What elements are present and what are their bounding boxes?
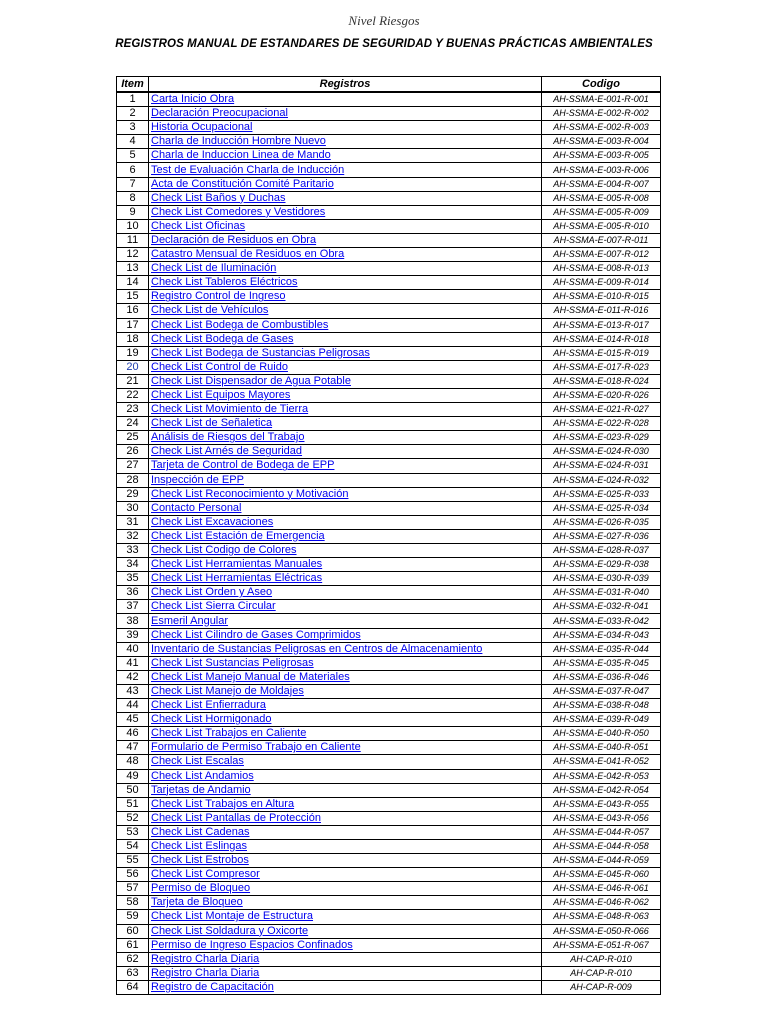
record-link[interactable]: Acta de Constitución Comité Paritario [149, 177, 542, 191]
table-row [117, 191, 661, 205]
record-link[interactable]: Registro Charla Diaria [149, 966, 542, 980]
row-item-number: 53 [117, 825, 149, 839]
record-link[interactable]: Check List Baños y Duchas [149, 191, 542, 205]
table-row [117, 233, 661, 247]
row-item-number: 39 [117, 628, 149, 642]
record-code: AH-SSMA-E-029-R-038 [542, 558, 661, 572]
record-link[interactable]: Check List Compresor [149, 868, 542, 882]
row-item-number: 13 [117, 262, 149, 276]
record-code: AH-SSMA-E-028-R-037 [542, 544, 661, 558]
record-code: AH-SSMA-E-007-R-011 [542, 233, 661, 247]
table-row [117, 966, 661, 980]
row-item-number: 55 [117, 854, 149, 868]
record-link[interactable]: Análisis de Riesgos del Trabajo [149, 431, 542, 445]
table-row [117, 769, 661, 783]
record-link[interactable]: Check List Pantallas de Protección [149, 811, 542, 825]
record-code: AH-SSMA-E-009-R-014 [542, 276, 661, 290]
record-code: AH-SSMA-E-033-R-042 [542, 614, 661, 628]
record-code: AH-SSMA-E-004-R-007 [542, 177, 661, 191]
table-row [117, 628, 661, 642]
record-code: AH-SSMA-E-035-R-045 [542, 656, 661, 670]
record-code: AH-SSMA-E-050-R-066 [542, 924, 661, 938]
record-code: AH-SSMA-E-008-R-013 [542, 262, 661, 276]
record-code: AH-SSMA-E-043-R-055 [542, 797, 661, 811]
record-link[interactable]: Permiso de Bloqueo [149, 882, 542, 896]
record-code: AH-SSMA-E-025-R-033 [542, 487, 661, 501]
record-code: AH-SSMA-E-005-R-008 [542, 191, 661, 205]
row-item-number: 32 [117, 529, 149, 543]
record-link[interactable]: Check List Andamios [149, 769, 542, 783]
record-code: AH-SSMA-E-036-R-046 [542, 670, 661, 684]
record-code: AH-SSMA-E-014-R-018 [542, 332, 661, 346]
row-item-number: 61 [117, 938, 149, 952]
row-item-number: 31 [117, 515, 149, 529]
record-code: AH-SSMA-E-038-R-048 [542, 699, 661, 713]
table-row [117, 783, 661, 797]
row-item-number: 28 [117, 473, 149, 487]
record-link[interactable]: Check List Dispensador de Agua Potable [149, 374, 542, 388]
record-code: AH-SSMA-E-003-R-005 [542, 149, 661, 163]
row-item-number: 18 [117, 332, 149, 346]
record-code: AH-SSMA-E-024-R-032 [542, 473, 661, 487]
record-code: AH-SSMA-E-032-R-041 [542, 600, 661, 614]
column-header-registros: Registros [149, 77, 542, 93]
record-link[interactable]: Check List Codigo de Colores [149, 544, 542, 558]
table-body [117, 92, 661, 995]
table-row [117, 417, 661, 431]
record-link[interactable]: Check List de Iluminación [149, 262, 542, 276]
row-item-number: 58 [117, 896, 149, 910]
record-code: AH-CAP-R-010 [542, 966, 661, 980]
row-item-number: 51 [117, 797, 149, 811]
table-row [117, 670, 661, 684]
record-link[interactable]: Tarjeta de Control de Bodega de EPP [149, 459, 542, 473]
table-row [117, 868, 661, 882]
row-item-number: 33 [117, 544, 149, 558]
record-code: AH-SSMA-E-041-R-052 [542, 755, 661, 769]
record-code: AH-SSMA-E-018-R-024 [542, 374, 661, 388]
table-row [117, 910, 661, 924]
record-code: AH-SSMA-E-030-R-039 [542, 572, 661, 586]
record-code: AH-SSMA-E-048-R-063 [542, 910, 661, 924]
row-item-number: 22 [117, 388, 149, 402]
record-code: AH-CAP-R-010 [542, 952, 661, 966]
record-link[interactable]: Check List Tableros Eléctricos [149, 276, 542, 290]
row-item-number: 41 [117, 656, 149, 670]
record-code: AH-SSMA-E-035-R-044 [542, 642, 661, 656]
row-item-number: 44 [117, 699, 149, 713]
table-row [117, 374, 661, 388]
record-code: AH-SSMA-E-020-R-026 [542, 388, 661, 402]
row-item-number: 64 [117, 980, 149, 994]
record-link[interactable]: Tarjetas de Andamio [149, 783, 542, 797]
table-row [117, 290, 661, 304]
record-code: AH-SSMA-E-002-R-002 [542, 107, 661, 121]
record-link[interactable]: Check List Sierra Circular [149, 600, 542, 614]
table-row [117, 163, 661, 177]
row-item-number: 47 [117, 741, 149, 755]
record-link[interactable]: Check List Estación de Emergencia [149, 529, 542, 543]
row-item-number: 27 [117, 459, 149, 473]
table-row [117, 332, 661, 346]
row-item-number: 1 [117, 92, 149, 107]
table-row [117, 445, 661, 459]
row-item-number: 26 [117, 445, 149, 459]
record-code: AH-SSMA-E-015-R-019 [542, 346, 661, 360]
record-link[interactable]: Check List Estrobos [149, 854, 542, 868]
record-code: AH-SSMA-E-040-R-050 [542, 727, 661, 741]
record-code: AH-SSMA-E-024-R-030 [542, 445, 661, 459]
record-link[interactable]: Check List Soldadura y Oxicorte [149, 924, 542, 938]
record-code: AH-SSMA-E-044-R-057 [542, 825, 661, 839]
table-row [117, 572, 661, 586]
row-item-number: 49 [117, 769, 149, 783]
table-row [117, 262, 661, 276]
row-item-number: 43 [117, 684, 149, 698]
record-link[interactable]: Check List Hormigonado [149, 713, 542, 727]
record-link[interactable]: Check List Manejo Manual de Materiales [149, 670, 542, 684]
row-item-number: 37 [117, 600, 149, 614]
record-code: AH-SSMA-E-007-R-012 [542, 248, 661, 262]
record-code: AH-SSMA-E-031-R-040 [542, 586, 661, 600]
record-link[interactable]: Check List Control de Ruido [149, 360, 542, 374]
row-item-number: 34 [117, 558, 149, 572]
table-row [117, 797, 661, 811]
row-item-number: 9 [117, 205, 149, 219]
record-link[interactable]: Check List Enfierradura [149, 699, 542, 713]
record-code: AH-SSMA-E-002-R-003 [542, 121, 661, 135]
record-code: AH-SSMA-E-010-R-015 [542, 290, 661, 304]
row-item-number: 56 [117, 868, 149, 882]
row-item-number: 7 [117, 177, 149, 191]
record-link[interactable]: Check List Cilindro de Gases Comprimidos [149, 628, 542, 642]
record-link[interactable]: Check List Arnés de Seguridad [149, 445, 542, 459]
row-item-number: 36 [117, 586, 149, 600]
record-link[interactable]: Check List Orden y Aseo [149, 586, 542, 600]
row-item-number: 14 [117, 276, 149, 290]
row-item-number: 45 [117, 713, 149, 727]
table-row [117, 642, 661, 656]
record-code: AH-SSMA-E-001-R-001 [542, 92, 661, 107]
table-row [117, 882, 661, 896]
row-item-number: 20 [117, 360, 149, 374]
table-row [117, 346, 661, 360]
record-link[interactable]: Check List Oficinas [149, 219, 542, 233]
table-row [117, 149, 661, 163]
table-row [117, 388, 661, 402]
row-item-number: 15 [117, 290, 149, 304]
table-row [117, 473, 661, 487]
row-item-number: 8 [117, 191, 149, 205]
record-link[interactable]: Registro Charla Diaria [149, 952, 542, 966]
table-row [117, 684, 661, 698]
table-row [117, 544, 661, 558]
row-item-number: 5 [117, 149, 149, 163]
table-row [117, 276, 661, 290]
record-code: AH-SSMA-E-026-R-035 [542, 515, 661, 529]
record-link[interactable]: Check List Trabajos en Caliente [149, 727, 542, 741]
table-row [117, 219, 661, 233]
table-row [117, 713, 661, 727]
row-item-number: 59 [117, 910, 149, 924]
table-row [117, 896, 661, 910]
record-link[interactable]: Esmeril Angular [149, 614, 542, 628]
record-code: AH-SSMA-E-034-R-043 [542, 628, 661, 642]
record-code: AH-SSMA-E-013-R-017 [542, 318, 661, 332]
column-header-codigo: Codigo [542, 77, 661, 93]
record-code: AH-SSMA-E-027-R-036 [542, 529, 661, 543]
record-link[interactable]: Check List Bodega de Sustancias Peligrosas [149, 346, 542, 360]
row-item-number: 21 [117, 374, 149, 388]
record-code: AH-SSMA-E-017-R-023 [542, 360, 661, 374]
table-row [117, 727, 661, 741]
table-row [117, 980, 661, 994]
table-row [117, 501, 661, 515]
table-row [117, 459, 661, 473]
record-code: AH-CAP-R-009 [542, 980, 661, 994]
row-item-number: 62 [117, 952, 149, 966]
table-row [117, 656, 661, 670]
row-item-number: 11 [117, 233, 149, 247]
table-row [117, 248, 661, 262]
record-code: AH-SSMA-E-024-R-031 [542, 459, 661, 473]
row-item-number: 52 [117, 811, 149, 825]
record-link[interactable]: Check List de Vehículos [149, 304, 542, 318]
record-code: AH-SSMA-E-046-R-061 [542, 882, 661, 896]
row-item-number: 29 [117, 487, 149, 501]
table-row [117, 92, 661, 107]
row-item-number: 35 [117, 572, 149, 586]
table-row [117, 952, 661, 966]
table-row [117, 431, 661, 445]
table-row [117, 614, 661, 628]
record-link[interactable]: Inventario de Sustancias Peligrosas en Centros de Almacenamiento [149, 642, 542, 656]
record-code: AH-SSMA-E-003-R-006 [542, 163, 661, 177]
record-link[interactable]: Check List Eslingas [149, 839, 542, 853]
row-item-number: 17 [117, 318, 149, 332]
row-item-number: 30 [117, 501, 149, 515]
row-item-number: 54 [117, 839, 149, 853]
record-link[interactable]: Registro Control de Ingreso [149, 290, 542, 304]
record-link[interactable]: Check List Cadenas [149, 825, 542, 839]
table-row [117, 741, 661, 755]
table-row [117, 121, 661, 135]
record-code: AH-SSMA-E-037-R-047 [542, 684, 661, 698]
record-code: AH-SSMA-E-045-R-060 [542, 868, 661, 882]
table-row [117, 515, 661, 529]
record-code: AH-SSMA-E-011-R-016 [542, 304, 661, 318]
table-row [117, 924, 661, 938]
record-code: AH-SSMA-E-046-R-062 [542, 896, 661, 910]
record-code: AH-SSMA-E-040-R-051 [542, 741, 661, 755]
table-row [117, 839, 661, 853]
table-row [117, 177, 661, 191]
table-header-row [117, 77, 661, 93]
row-item-number: 16 [117, 304, 149, 318]
record-link[interactable]: Registro de Capacitación [149, 980, 542, 994]
record-link[interactable]: Check List Escalas [149, 755, 542, 769]
record-code: AH-SSMA-E-039-R-049 [542, 713, 661, 727]
record-link[interactable]: Check List Manejo de Moldajes [149, 684, 542, 698]
row-item-number: 12 [117, 248, 149, 262]
table-row [117, 360, 661, 374]
row-item-number: 38 [117, 614, 149, 628]
row-item-number: 25 [117, 431, 149, 445]
table-row [117, 600, 661, 614]
table-row [117, 854, 661, 868]
record-link[interactable]: Check List Sustancias Peligrosas [149, 656, 542, 670]
row-item-number: 6 [117, 163, 149, 177]
cut-off-heading: Nivel Riesgos [348, 13, 420, 28]
record-link[interactable]: Declaración Preocupacional [149, 107, 542, 121]
table-row [117, 403, 661, 417]
table-row [117, 699, 661, 713]
record-link[interactable]: Declaración de Residuos en Obra [149, 233, 542, 247]
table-row [117, 825, 661, 839]
row-item-number: 19 [117, 346, 149, 360]
row-item-number: 4 [117, 135, 149, 149]
row-item-number: 50 [117, 783, 149, 797]
record-link[interactable]: Check List Excavaciones [149, 515, 542, 529]
record-link[interactable]: Charla de Inducción Hombre Nuevo [149, 135, 542, 149]
record-link[interactable]: Historia Ocupacional [149, 121, 542, 135]
record-link[interactable]: Check List Equipos Mayores [149, 388, 542, 402]
row-item-number: 60 [117, 924, 149, 938]
records-table [116, 76, 661, 995]
record-code: AH-SSMA-E-022-R-028 [542, 417, 661, 431]
record-link[interactable]: Check List Bodega de Gases [149, 332, 542, 346]
row-item-number: 46 [117, 727, 149, 741]
record-code: AH-SSMA-E-043-R-056 [542, 811, 661, 825]
row-item-number: 23 [117, 403, 149, 417]
row-item-number: 57 [117, 882, 149, 896]
record-link[interactable]: Check List Bodega de Combustibles [149, 318, 542, 332]
record-link[interactable]: Formulario de Permiso Trabajo en Caliente [149, 741, 542, 755]
table-row [117, 811, 661, 825]
record-code: AH-SSMA-E-042-R-054 [542, 783, 661, 797]
document-title: REGISTROS MANUAL DE ESTANDARES DE SEGURIDAD Y BUENAS PRÁCTICAS AMBIENTALES [115, 38, 653, 50]
record-code: AH-SSMA-E-042-R-053 [542, 769, 661, 783]
table-row [117, 205, 661, 219]
record-code: AH-SSMA-E-003-R-004 [542, 135, 661, 149]
row-item-number: 40 [117, 642, 149, 656]
record-code: AH-SSMA-E-023-R-029 [542, 431, 661, 445]
table-row [117, 487, 661, 501]
record-link[interactable]: Check List Montaje de Estructura [149, 910, 542, 924]
record-code: AH-SSMA-E-021-R-027 [542, 403, 661, 417]
row-item-number: 24 [117, 417, 149, 431]
row-item-number: 3 [117, 121, 149, 135]
record-link[interactable]: Catastro Mensual de Residuos en Obra [149, 248, 542, 262]
record-link[interactable]: Charla de Induccion Linea de Mando [149, 149, 542, 163]
record-link[interactable]: Check List Herramientas Manuales [149, 558, 542, 572]
record-code: AH-SSMA-E-051-R-067 [542, 938, 661, 952]
record-code: AH-SSMA-E-005-R-010 [542, 219, 661, 233]
table-row [117, 529, 661, 543]
table-row [117, 755, 661, 769]
table-row [117, 938, 661, 952]
row-item-number: 48 [117, 755, 149, 769]
record-link[interactable]: Inspección de EPP [149, 473, 542, 487]
table-row [117, 107, 661, 121]
row-item-number: 10 [117, 219, 149, 233]
table-row [117, 586, 661, 600]
record-link[interactable]: Check List Reconocimiento y Motivación [149, 487, 542, 501]
row-item-number: 63 [117, 966, 149, 980]
record-code: AH-SSMA-E-044-R-058 [542, 839, 661, 853]
table-row [117, 135, 661, 149]
record-link[interactable]: Carta Inicio Obra [149, 92, 542, 107]
record-link[interactable]: Check List de Señaletica [149, 417, 542, 431]
record-code: AH-SSMA-E-044-R-059 [542, 854, 661, 868]
record-link[interactable]: Check List Trabajos en Altura [149, 797, 542, 811]
row-item-number: 42 [117, 670, 149, 684]
record-link[interactable]: Check List Comedores y Vestidores [149, 205, 542, 219]
record-link[interactable]: Check List Movimiento de Tierra [149, 403, 542, 417]
record-link[interactable]: Tarjeta de Bloqueo [149, 896, 542, 910]
table-row [117, 558, 661, 572]
column-header-item: Item [117, 77, 149, 93]
record-link[interactable]: Test de Evaluación Charla de Inducción [149, 163, 542, 177]
record-code: AH-SSMA-E-005-R-009 [542, 205, 661, 219]
record-link[interactable]: Check List Herramientas Eléctricas [149, 572, 542, 586]
table-row [117, 304, 661, 318]
record-link[interactable]: Permiso de Ingreso Espacios Confinados [149, 938, 542, 952]
record-link[interactable]: Contacto Personal [149, 501, 542, 515]
table-row [117, 318, 661, 332]
record-code: AH-SSMA-E-025-R-034 [542, 501, 661, 515]
row-item-number: 2 [117, 107, 149, 121]
